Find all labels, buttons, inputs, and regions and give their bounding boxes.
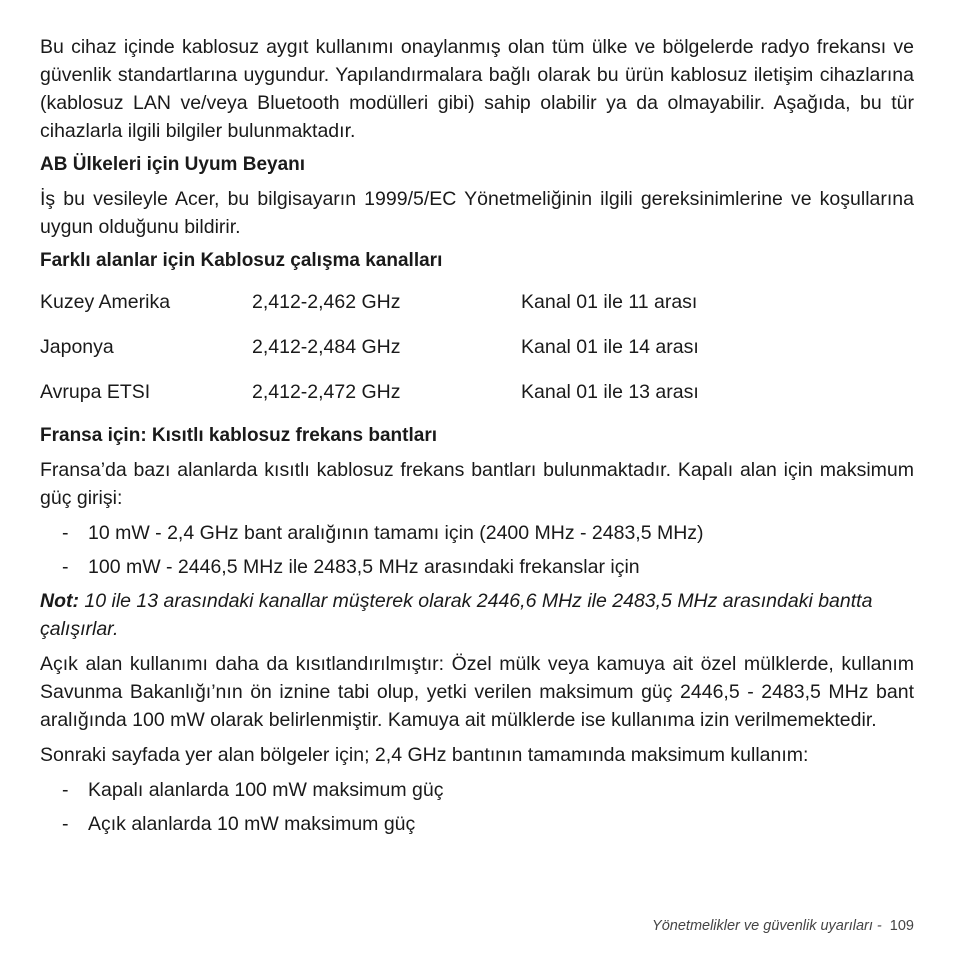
- bullet-dash: -: [62, 556, 69, 578]
- france-text: Fransa’da bazı alanlarda kısıtlı kablosuz frekans bantları bulunmaktadır. Kapalı alan için maksimum güç girişi:: [40, 459, 914, 509]
- eu-compliance-heading: AB Ülkeleri için Uyum Beyanı: [40, 154, 306, 175]
- frequency-cell: 2,412-2,472 GHz: [252, 381, 401, 403]
- region-cell: Japonya: [40, 336, 114, 358]
- table-row: [40, 333, 914, 378]
- channels-table: [40, 288, 914, 423]
- footer-section-title: Yönetmelikler ve güvenlik uyarıları -: [652, 918, 890, 934]
- list-item-text: Kapalı alanlarda 100 mW maksimum güç: [88, 779, 444, 801]
- page-footer: [652, 918, 914, 934]
- region-cell: Avrupa ETSI: [40, 381, 151, 403]
- list-item: [40, 810, 914, 844]
- note-label: Not:: [40, 590, 79, 612]
- eu-compliance-text: İş bu vesileyle Acer, bu bilgisayarın 1999/5/EC Yönetmeliğinin ilgili gereksinimlerine ve koşullarına uygun olduğunu bildirir.: [40, 188, 914, 238]
- channel-cell: Kanal 01 ile 14 arası: [521, 336, 699, 358]
- bullet-dash: -: [62, 813, 69, 835]
- channels-heading: Farklı alanlar için Kablosuz çalışma kanalları: [40, 250, 443, 271]
- channel-cell: Kanal 01 ile 13 arası: [521, 381, 699, 403]
- note-paragraph: [40, 587, 914, 643]
- list-item: [40, 519, 914, 553]
- list-item-text: 10 mW - 2,4 GHz bant aralığının tamamı için (2400 MHz - 2483,5 MHz): [88, 522, 704, 544]
- intro-paragraph: Bu cihaz içinde kablosuz aygıt kullanımı onaylanmış olan tüm ülke ve bölgelerde radyo frekansı ve güvenlik standartlarına uygundur. Yapılandırmalara bağlı olarak bu ürün kablosuz iletişim cihazlarına (kablosuz LAN ve/veya Bluetooth modülleri gibi) sahip olabilir ya da olmayabilir. Aşağıda, bu tür cihazlarla ilgili bilgiler bulunmaktadır.: [40, 36, 914, 142]
- list-item-text: 100 mW - 2446,5 MHz ile 2483,5 MHz arasındaki frekanslar için: [88, 556, 640, 578]
- note-text: 10 ile 13 arasındaki kanallar müşterek olarak 2446,6 MHz ile 2483,5 MHz arasındaki bantta çalışırlar.: [40, 590, 873, 640]
- document-page: [40, 33, 914, 844]
- list-item: [40, 776, 914, 810]
- region-cell: Kuzey Amerika: [40, 291, 171, 313]
- bullet-dash: -: [62, 779, 69, 801]
- list-item-text: Açık alanlarda 10 mW maksimum güç: [88, 813, 416, 835]
- list-item: [40, 553, 914, 587]
- table-row: [40, 378, 914, 423]
- channel-cell: Kanal 01 ile 11 arası: [521, 291, 698, 313]
- frequency-cell: 2,412-2,484 GHz: [252, 336, 401, 358]
- max-usage-list: [40, 776, 914, 844]
- page-number: 109: [889, 918, 914, 934]
- outdoor-text: Açık alan kullanımı daha da kısıtlandırılmıştır: Özel mülk veya kamuya ait özel mülklerde, kullanım Savunma Bakanlığı’nın ön iznine tabi olup, yetki verilen maksimum güç 2446,5 - 2483,5 MHz bant aralığında 100 mW olarak belirlenmiştir. Kamuya ait mülklerde ise kullanıma izin verilmemektedir.: [40, 653, 914, 731]
- france-heading: Fransa için: Kısıtlı kablosuz frekans bantları: [40, 425, 438, 446]
- france-power-list: [40, 519, 914, 587]
- table-row: [40, 288, 914, 333]
- bullet-dash: -: [62, 522, 69, 544]
- next-page-text: Sonraki sayfada yer alan bölgeler için; 2,4 GHz bantının tamamında maksimum kullanım:: [40, 744, 809, 766]
- frequency-cell: 2,412-2,462 GHz: [252, 291, 401, 313]
